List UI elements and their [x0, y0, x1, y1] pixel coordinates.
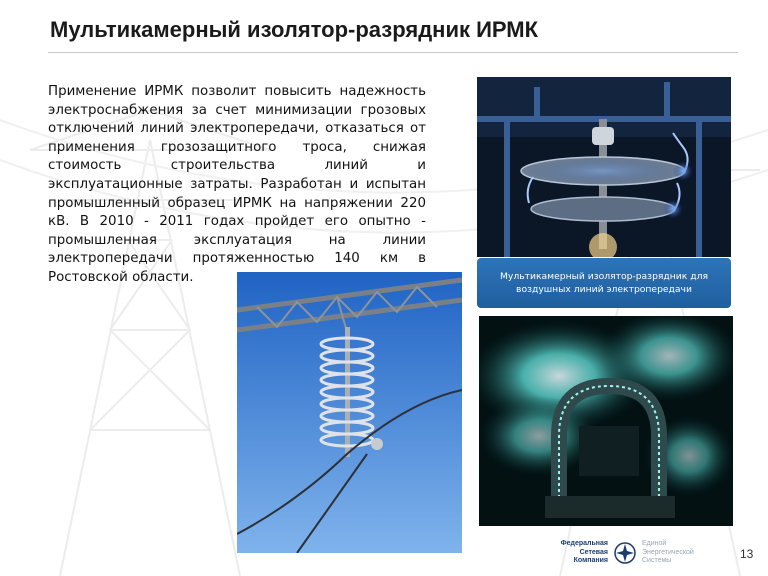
logo-right-text	[642, 540, 722, 566]
insulator-discharge-photo	[477, 77, 731, 257]
logo-left-line1: Федеральная	[560, 540, 608, 548]
fsk-emblem-icon	[614, 542, 636, 564]
body-paragraph: Применение ИРМК позволит повысить надежность электроснабжения за счет минимизации грозовых отключений линий электропередачи, отказаться от применения грозозащитного троса, снижая стоимость строительства линий и эксплуатационные затраты. Разработан и испытан промышленный образец ИРМК на напряжении 220 кВ. В 2010 - 2011 годах пройдет его опытно - промышленная эксплуатация на линии электропередачи протяженностью 140 км в Ростовской области.	[48, 84, 426, 285]
spiral-insulator-photo	[237, 272, 462, 553]
logo-left-line2: Сетевая Компания	[573, 548, 608, 565]
photo-caption: Мультикамерный изолятор-разрядник для воздушных линий электропередачи	[477, 258, 731, 308]
slide-title: Мультикамерный изолятор-разрядник ИРМК	[50, 17, 539, 42]
discharge-test-photo	[479, 316, 733, 526]
logo-left-text	[556, 540, 608, 566]
title-divider	[48, 52, 738, 53]
page-number: 13	[740, 547, 754, 561]
logo-right-line1: Единой	[642, 540, 667, 548]
logo-right-line2: Энергетической Системы	[642, 548, 694, 565]
company-logo	[556, 538, 726, 568]
